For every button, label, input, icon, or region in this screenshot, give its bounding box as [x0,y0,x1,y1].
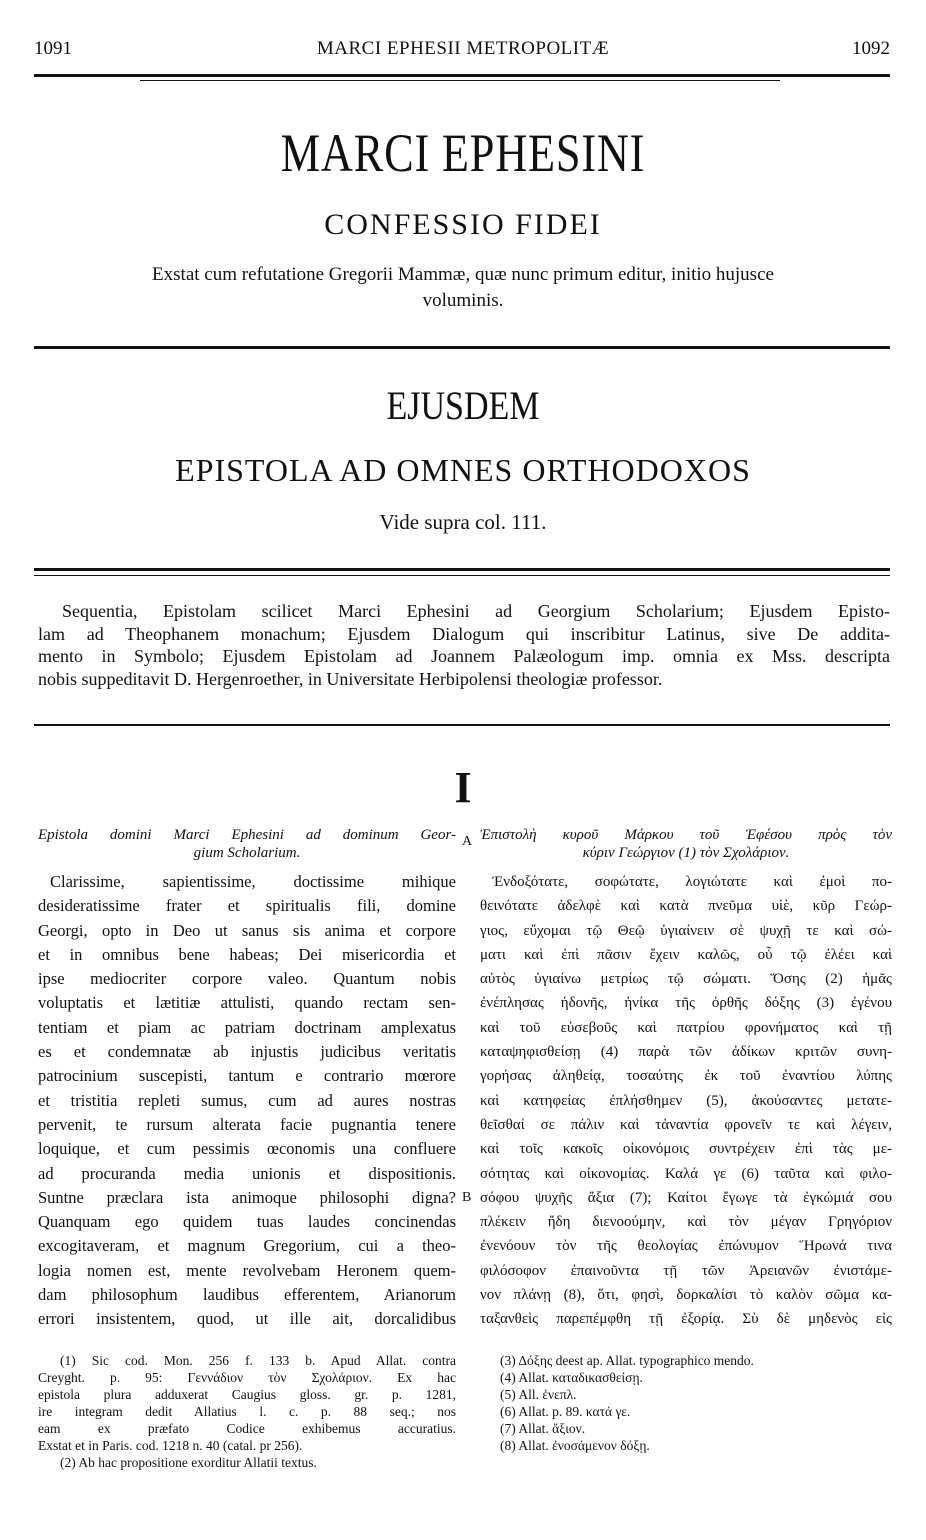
header-rule [34,74,890,77]
latin-heading: Epistola domini Marci Ephesini ad dominum Geor- [38,827,456,843]
greek-line: ταξανθεὶς παρεπέμφθη τῇ ἐξορίᾳ. Σὺ δὲ μηδενὸς εἰς [480,1311,892,1328]
intro-divider [34,724,890,726]
latin-line: loquique, et cum pessimis œconomis una confluere [38,1139,456,1159]
footnote-left: eam ex præfato Codice exhibemus accuratius. [38,1421,456,1436]
footnote-left: (1) Sic cod. Mon. 256 f. 133 b. Apud Allat. contra [60,1353,456,1368]
page-number-right: 1092 [852,38,890,59]
footnotes-left [38,1352,456,1471]
latin-line: logia nomen est, mente revolvebam Heronem quem- [38,1260,456,1280]
latin-line: et in omnibus bene habeas; Dei misericordia et [38,944,456,964]
latin-line: voluptatis et lætitiæ attulisti, quando rectam sen- [38,993,456,1013]
greek-column [480,826,892,1332]
footnote-right: (4) Allat. καταδικασθείσῃ. [500,1370,643,1385]
intro-line: Sequentia, Epistolam scilicet Marci Ephesini ad Georgium Scholarium; Ejusdem Episto- [62,601,890,621]
roman-numeral: I [454,763,472,812]
greek-line: φιλόσοφον ἐπαινοῦντα τῇ τῶν Ἀρειανῶν ἐνιστάμε- [480,1262,892,1279]
latin-line: dam philosophum laudibus efferentem, Arianorum [38,1285,456,1305]
section-subtitle: CONFESSIO FIDEI [324,208,602,241]
greek-line: καὶ τοῦ εὐσεβοῦς καὶ πατρίου φρονήματος καὶ τῇ [480,1019,892,1036]
latin-body [38,870,456,1332]
latin-line: desideratissime frater et spiritualis fili, domine [38,896,456,916]
footnote-left: Exstat et in Paris. cod. 1218 n. 40 (catal. pr 256). [38,1438,303,1453]
latin-line: pervenit, te rursum alterata facie pugnantia tenere [38,1114,456,1134]
column-marker-a: A [462,834,473,849]
greek-line: καὶ κατηφείας ἐπλήσθημεν (5), ἀκούσαντες μετατε- [480,1092,892,1109]
latin-heading-continued: gium Scholarium. [193,845,301,861]
header-rule-thin [140,80,780,81]
intro-line: lam ad Theophanem monachum; Ejusdem Dialogum qui inscribitur Latinus, sive De addita- [38,623,890,644]
greek-line: νον πλάνῃ (8), ὅτι, φησὶ, δορκαλίσι τὸ καλὸν σῶμα κα- [480,1287,892,1304]
greek-line: καὶ τοῖς κακοῖς οἰκονόμοις συντρέχειν ἐπὶ τὰς με- [480,1141,892,1158]
latin-line: es et condemnatæ ab injustis judicibus veritatis [38,1042,456,1062]
greek-line: σότητας καὶ οἰκονομίας. Καλά γε (6) ταῦτα καὶ φιλο- [480,1165,892,1182]
latin-line: Clarissime, sapientissime, doctissime mihique [50,872,456,891]
latin-line: ad procuranda media unionis et dispositionis. [38,1163,456,1183]
greek-line: θεινότατε ἀδελφὲ καὶ κατὰ πνεῦμα υἱὲ, κῦρ Γεώρ- [480,898,892,915]
section-divider [34,346,890,349]
footnote-right: (5) All. ἐνεπλ. [500,1387,577,1402]
running-title: MARCI EPHESII METROPOLITÆ [316,38,610,59]
latin-line: errori insistentem, quod, ut ille ait, dorcalidibus [38,1309,456,1329]
footnote-left: (2) Ab hac propositione exorditur Allatii textus. [60,1455,317,1470]
greek-line: πλέκειν ἤδη διενοούμην, καὶ τὸν μέγαν Γρηγόριον [480,1214,892,1231]
section-divider-2 [34,568,890,571]
greek-line: θεῖσθαί σε πάλιν καὶ τἀναντία φρονεῖν τε καὶ λέγειν, [480,1116,892,1133]
greek-line: καταψηφισθείσῃ (4) παρὰ τῶν ἀδίκων κριτῶν συνη- [480,1044,892,1061]
footnote-right: (3) Δόξης deest ap. Allat. typographico mendo. [500,1353,754,1368]
page-number-left: 1091 [34,38,72,59]
latin-column [38,826,456,1332]
intro-line: mento in Symbolo; Ejusdem Epistolam ad Joannem Palæologum imp. omnia ex Mss. descripta [38,646,890,666]
greek-line: Ἐνδοξότατε, σοφώτατε, λογιώτατε καὶ ἐμοὶ πο- [492,874,892,890]
footnote-left: ire integram dedit Allatius l. c. p. 88 seq.; nos [38,1404,456,1419]
latin-line: Suntne præclara ista animoque philosophi digna? [38,1187,456,1207]
footnote-left: epistola plura adduxerat Caugius gloss. gr. p. 1281, [38,1387,456,1402]
section-subtitle-2: EPISTOLA AD OMNES ORTHODOXOS [175,452,751,488]
greek-line: ἐνέπλησας ἡδονῆς, ἡνίκα τῆς ὀρθῆς δόξης (3) ἐγένου [480,995,892,1012]
section-note-continued: voluminis. [422,290,504,311]
latin-line: excogitaveram, et magnum Gregorium, cui a theo- [38,1236,456,1256]
section-divider-2-thin [34,575,890,576]
latin-line: Georgi, opto in Deo ut sanus sis anima et corpore [38,920,456,940]
intro-paragraph [38,600,890,690]
greek-line: ἐνενόουν τὸν τῆς θεολογίας ἐπώνυμον Ἥρωνά τινα [480,1238,892,1255]
latin-line: tentiam et piam ac patriam doctrinam amplexatus [38,1017,456,1037]
section-title-2: EJUSDEM [386,383,540,428]
greek-line: ματι καὶ ἐπὶ πᾶσιν ἔχειν καλῶς, οὗ τῷ ἐλέει καὶ [480,946,892,963]
footnote-right: (8) Allat. ἐνοσάμενον δόξῃ. [500,1438,650,1453]
latin-line: ipse mediocriter corpore valeo. Quantum nobis [38,969,456,989]
latin-line: Quanquam ego quidem tuas laudes concinendas [38,1212,456,1232]
footnotes-right [500,1352,890,1454]
section-note: Exstat cum refutatione Gregorii Mammæ, quæ nunc primum editur, initio hujusce [152,264,774,285]
footnote-right: (6) Allat. p. 89. κατά γε. [500,1404,631,1419]
latin-line: patrocinium suscepisti, tantum e contrario mœrore [38,1066,456,1086]
section-note-2: Vide supra col. 111. [379,510,547,534]
greek-line: σόφου ψυχῆς ἄξια (7); Καίτοι ἔγωγε τὰ ἐγκώμιά σου [480,1189,892,1206]
footnote-left: Creyght. p. 95: Γεννάδιον τὸν Σχολάριον. Ex hac [38,1370,456,1385]
intro-line: nobis suppeditavit D. Hergenroether, in Universitate Herbipolensi theologiæ professor. [38,668,663,689]
greek-line: γορήσας ἀληθείᾳ, τοσαύτης ἐκ τοῦ ἐναντίου λύπης [480,1068,892,1085]
greek-body [480,870,892,1332]
greek-heading-continued: κύριν Γεώργιον (1) τὸν Σχολάριον. [582,845,790,861]
latin-line: et tristitia repleti sumus, cum ad aures nostras [38,1090,456,1110]
section-title: MARCI EPHESINI [280,123,646,183]
column-marker-b: B [462,1190,472,1205]
greek-heading: Ἐπιστολὴ κυροῦ Μάρκου τοῦ Ἐφέσου πρὸς τὸν [480,827,892,843]
footnote-right: (7) Allat. ἄξιον. [500,1421,586,1436]
greek-line: αὐτὸς ὑγιαίνω μετρίως τῷ σώματι. Ὅσης (2) ἡμᾶς [480,971,892,988]
greek-line: γιος, εὔχομαι τῷ Θεῷ ὑγιαίνειν σὲ ψυχῇ τε καὶ σώ- [480,922,892,939]
